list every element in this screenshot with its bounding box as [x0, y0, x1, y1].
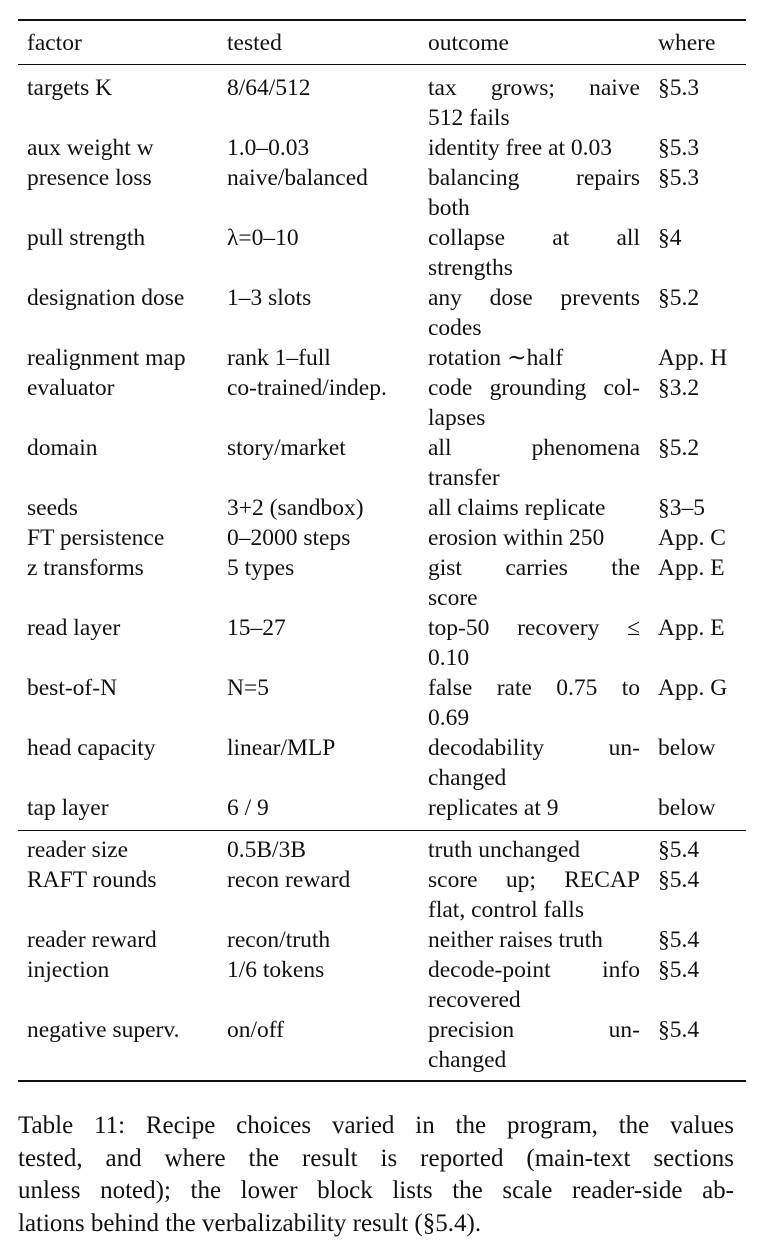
cell-tested: recon/truth: [227, 927, 331, 953]
cell-where: §5.4: [658, 1017, 700, 1043]
outcome-line: 0.69: [428, 705, 470, 731]
cell-factor: designation dose: [27, 285, 185, 311]
cell-tested: story/market: [227, 435, 346, 461]
cell-tested: 15–27: [227, 615, 286, 641]
cell-factor: targets K: [27, 75, 113, 101]
cell-outcome: [428, 223, 640, 283]
cell-factor: RAFT rounds: [27, 867, 157, 893]
outcome-line: transfer: [428, 465, 500, 491]
cell-tested: rank 1–full: [227, 345, 331, 371]
cell-where: App. H: [658, 345, 728, 371]
cell-outcome: [428, 433, 640, 493]
outcome-line: all phenomena: [428, 435, 640, 461]
cell-outcome: [428, 133, 640, 163]
outcome-line: replicates at 9: [428, 795, 559, 821]
outcome-line: score: [428, 585, 478, 611]
cell-tested: λ=0–10: [227, 225, 299, 251]
outcome-line: top-50 recovery ≤: [428, 615, 640, 641]
caption-line: Table 11: Recipe choices varied in the program, the values: [18, 1112, 734, 1139]
cell-factor: seeds: [27, 495, 78, 521]
cell-factor: domain: [27, 435, 98, 461]
cell-where: App. E: [658, 555, 725, 581]
outcome-line: decodability un-: [428, 735, 640, 761]
outcome-line: recovered: [428, 987, 521, 1013]
caption-line: unless noted); the lower block lists the scale reader-side ab-: [18, 1177, 734, 1204]
cell-outcome: [428, 955, 640, 1015]
outcome-line: flat, control falls: [428, 897, 584, 923]
cell-where: below: [658, 795, 716, 821]
cell-factor: aux weight w: [27, 135, 154, 161]
cell-tested: 5 types: [227, 555, 295, 581]
cell-outcome: [428, 523, 640, 553]
outcome-line: precision un-: [428, 1017, 640, 1043]
table-header-rule: [18, 64, 746, 65]
outcome-line: all claims replicate: [428, 495, 606, 521]
outcome-line: rotation ∼half: [428, 345, 564, 371]
cell-factor: presence loss: [27, 165, 152, 191]
cell-tested: 1/6 tokens: [227, 957, 325, 983]
cell-where: §3–5: [658, 495, 705, 521]
cell-tested: 0.5B/3B: [227, 837, 307, 863]
cell-outcome: [428, 343, 640, 373]
table-caption: [18, 1110, 734, 1240]
cell-outcome: [428, 553, 640, 613]
cell-where: §5.4: [658, 837, 700, 863]
cell-factor: reader size: [27, 837, 129, 863]
cell-tested: 8/64/512: [227, 75, 311, 101]
cell-factor: realignment map: [27, 345, 186, 371]
outcome-line: score up; RECAP: [428, 867, 640, 893]
cell-where: §4: [658, 225, 682, 251]
cell-factor: read layer: [27, 615, 121, 641]
cell-where: §5.3: [658, 75, 700, 101]
outcome-line: gist carries the: [428, 555, 640, 581]
cell-outcome: [428, 835, 640, 865]
outcome-line: balancing repairs: [428, 165, 640, 191]
cell-where: §5.2: [658, 435, 700, 461]
cell-tested: 1–3 slots: [227, 285, 312, 311]
cell-outcome: [428, 793, 640, 823]
outcome-line: erosion within 250: [428, 525, 605, 551]
outcome-line: lapses: [428, 405, 486, 431]
outcome-line: both: [428, 195, 470, 221]
cell-tested: 6 / 9: [227, 795, 269, 821]
cell-where: §5.2: [658, 285, 700, 311]
cell-factor: evaluator: [27, 375, 115, 401]
outcome-line: changed: [428, 765, 507, 791]
outcome-line: false rate 0.75 to: [428, 675, 640, 701]
cell-outcome: [428, 373, 640, 433]
cell-tested: naive/balanced: [227, 165, 368, 191]
outcome-line: changed: [428, 1047, 507, 1073]
cell-factor: FT persistence: [27, 525, 165, 551]
cell-factor: best-of-N: [27, 675, 118, 701]
cell-tested: 1.0–0.03: [227, 135, 310, 161]
cell-tested: on/off: [227, 1017, 285, 1043]
cell-outcome: [428, 925, 640, 955]
table-mid-rule: [18, 830, 746, 831]
cell-factor: injection: [27, 957, 110, 983]
cell-tested: 0–2000 steps: [227, 525, 351, 551]
header-tested: tested: [227, 30, 282, 56]
cell-outcome: [428, 613, 640, 673]
outcome-line: 512 fails: [428, 105, 510, 131]
outcome-line: tax grows; naive: [428, 75, 640, 101]
outcome-line: 0.10: [428, 645, 470, 671]
cell-where: App. G: [658, 675, 728, 701]
header-where: where: [658, 30, 716, 56]
cell-tested: recon reward: [227, 867, 351, 893]
cell-tested: co-trained/indep.: [227, 375, 387, 401]
cell-where: §3.2: [658, 375, 700, 401]
caption-line: lations behind the verbalizability result (§5.4).: [18, 1209, 482, 1237]
outcome-line: any dose prevents: [428, 285, 640, 311]
table-top-rule: [18, 19, 746, 21]
outcome-line: identity free at 0.03: [428, 135, 613, 161]
cell-outcome: [428, 493, 640, 523]
cell-outcome: [428, 283, 640, 343]
cell-outcome: [428, 865, 640, 925]
cell-where: §5.4: [658, 867, 700, 893]
cell-tested: N=5: [227, 675, 269, 701]
cell-factor: pull strength: [27, 225, 146, 251]
cell-factor: reader reward: [27, 927, 157, 953]
cell-factor: head capacity: [27, 735, 156, 761]
cell-where: §5.3: [658, 165, 700, 191]
outcome-line: decode-point info: [428, 957, 640, 983]
cell-tested: linear/MLP: [227, 735, 336, 761]
cell-outcome: [428, 1015, 640, 1075]
cell-outcome: [428, 733, 640, 793]
cell-where: §5.4: [658, 957, 700, 983]
outcome-line: codes: [428, 315, 482, 341]
outcome-line: strengths: [428, 255, 513, 281]
outcome-line: collapse at all: [428, 225, 640, 251]
header-outcome: outcome: [428, 30, 509, 56]
cell-where: App. C: [658, 525, 726, 551]
cell-factor: z transforms: [27, 555, 144, 581]
cell-outcome: [428, 673, 640, 733]
cell-factor: negative superv.: [27, 1017, 180, 1043]
cell-outcome: [428, 73, 640, 133]
cell-where: §5.3: [658, 135, 700, 161]
cell-tested: 3+2 (sandbox): [227, 495, 364, 521]
outcome-line: truth unchanged: [428, 837, 581, 863]
caption-line: tested, and where the result is reported (main-text sections: [18, 1144, 734, 1172]
outcome-line: code grounding col-: [428, 375, 640, 401]
cell-factor: tap layer: [27, 795, 109, 821]
cell-where: §5.4: [658, 927, 700, 953]
header-factor: factor: [27, 30, 82, 56]
cell-where: below: [658, 735, 716, 761]
table-bottom-rule: [18, 1080, 746, 1082]
cell-outcome: [428, 163, 640, 223]
outcome-line: neither raises truth: [428, 927, 603, 953]
cell-where: App. E: [658, 615, 725, 641]
